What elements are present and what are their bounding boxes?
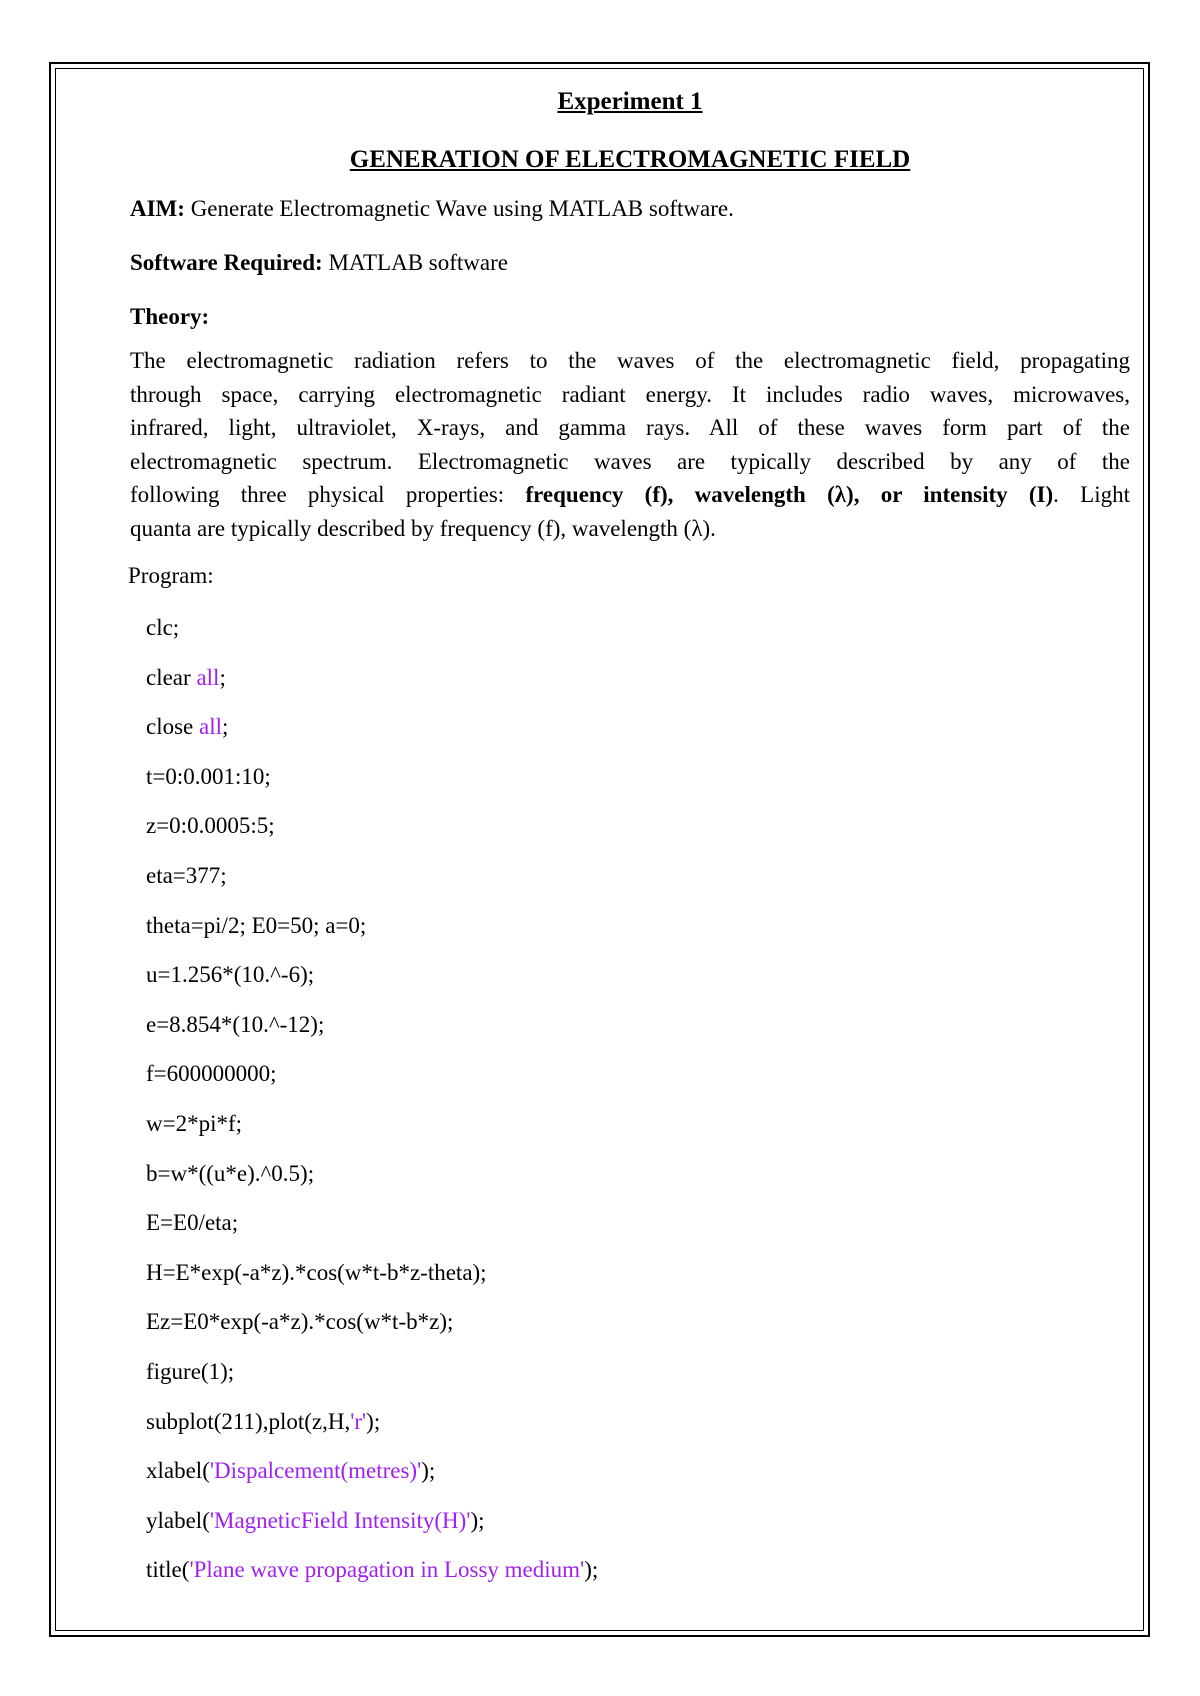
theory-bold-properties: frequency (f), wavelength (λ), or intensity (I) — [525, 482, 1054, 507]
code-text: ; — [219, 664, 226, 690]
code-line: H=E*exp(-a*z).*cos(w*t-b*z-theta); — [146, 1259, 487, 1285]
code-line: e=8.854*(10.^-12); — [146, 1011, 325, 1037]
code-text: title( — [146, 1557, 190, 1583]
aim-label: AIM: — [130, 196, 185, 221]
experiment-title: Experiment 1 — [557, 88, 703, 115]
theory-line: electromagnetic spectrum. Electromagnetic waves are typically described by any of the — [130, 448, 1130, 474]
code-text: ); — [366, 1408, 381, 1434]
software-text: MATLAB software — [322, 250, 508, 275]
code-string: 'Dispalcement(metres)' — [209, 1458, 422, 1484]
code-text: ylabel( — [146, 1507, 210, 1533]
code-text: ); — [421, 1458, 436, 1484]
code-line — [146, 1553, 1130, 1603]
code-string: 'MagneticField Intensity(H)' — [209, 1507, 471, 1533]
code-text: ; — [222, 714, 229, 740]
code-line: theta=pi/2; E0=50; a=0; — [146, 912, 367, 938]
code-line: E=E0/eta; — [146, 1210, 239, 1236]
code-line: clc; — [146, 615, 180, 640]
document-body — [130, 80, 1130, 1603]
code-line: eta=377; — [146, 862, 227, 888]
theory-line: through space, carrying electromagnetic radiant energy. It includes radio waves, microwaves, — [130, 381, 1130, 407]
main-title: GENERATION OF ELECTROMAGNETIC FIELD — [349, 146, 911, 173]
theory-text: following three physical properties: — [130, 482, 526, 507]
aim-line — [130, 192, 1130, 226]
code-line — [146, 710, 1130, 760]
program-heading: Program: — [128, 563, 214, 588]
code-text: ); — [470, 1507, 485, 1533]
code-line: w=2*pi*f; — [146, 1110, 243, 1136]
code-line — [146, 661, 1130, 711]
code-text: ); — [584, 1557, 599, 1583]
code-text: xlabel( — [146, 1458, 210, 1484]
theory-heading — [130, 300, 1130, 334]
code-line — [146, 1405, 1130, 1455]
code-line: z=0:0.0005:5; — [146, 813, 275, 839]
code-line — [146, 1454, 1130, 1504]
code-line: f=600000000; — [146, 1061, 277, 1087]
aim-text: Generate Electromagnetic Wave using MATLAB software. — [184, 196, 734, 221]
code-block — [146, 611, 1130, 1603]
code-keyword: all — [196, 664, 220, 690]
theory-text: . Light — [1053, 482, 1130, 507]
theory-heading-text: Theory: — [130, 304, 210, 329]
code-string: 'r' — [350, 1408, 367, 1434]
software-label: Software Required: — [130, 250, 323, 275]
code-line: b=w*((u*e).^0.5); — [146, 1160, 315, 1186]
code-line — [146, 1504, 1130, 1554]
theory-paragraph — [130, 344, 1130, 545]
theory-line: quanta are typically described by frequency (f), wavelength (λ). — [130, 515, 716, 541]
code-line: Ez=E0*exp(-a*z).*cos(w*t-b*z); — [146, 1309, 454, 1335]
theory-line — [130, 478, 1130, 512]
code-text: clear — [146, 664, 197, 690]
code-keyword: all — [199, 714, 223, 740]
code-line: u=1.256*(10.^-6); — [146, 962, 315, 988]
code-line: figure(1); — [146, 1358, 235, 1384]
code-string: 'Plane wave propagation in Lossy medium' — [189, 1557, 585, 1583]
code-text: subplot(211),plot(z,H, — [146, 1408, 351, 1434]
software-line — [130, 246, 1130, 280]
theory-line: infrared, light, ultraviolet, X-rays, and gamma rays. All of these waves form part of the — [130, 415, 1130, 440]
code-text: close — [146, 714, 200, 740]
theory-line: The electromagnetic radiation refers to the waves of the electromagnetic field, propagating — [130, 348, 1130, 373]
code-line: t=0:0.001:10; — [146, 763, 271, 789]
